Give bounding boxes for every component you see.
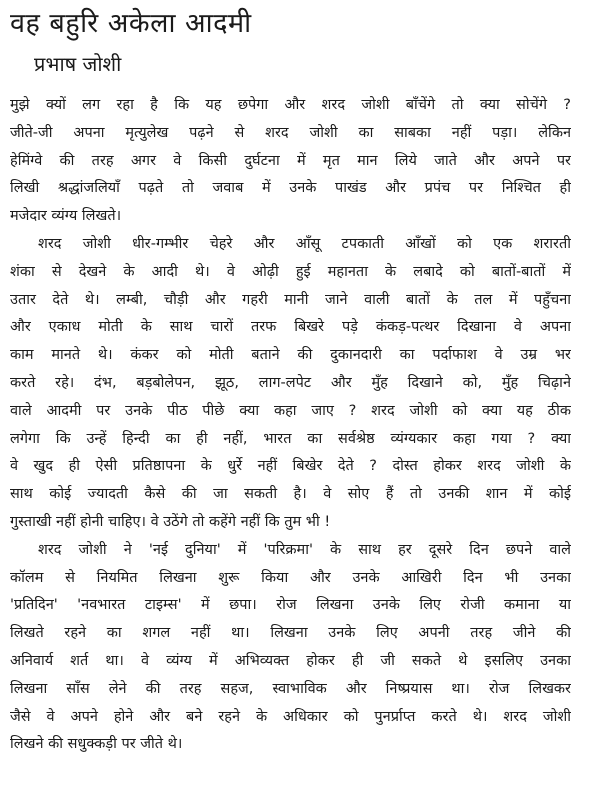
text-line: अनिवार्य शर्त था। वे व्यंग्य में अभिव्यक्त होकर ही जी सकते थे इसलिए उनका: [10, 652, 571, 669]
article-title: वह बहुरि अकेला आदमी: [10, 8, 252, 39]
text-line: शंका से देखने के आदी थे। वे ओढ़ी हुई महानता के लबादे को बातों-बातों में: [10, 263, 571, 280]
text-line: 'प्रतिदिन' 'नवभारत टाइम्स' में छपा। रोज लिखना उनके लिए रोजी कमाना या: [10, 597, 571, 614]
text-line: जीते-जी अपना मृत्युलेख पढ़ने से शरद जोशी का साबका नहीं पड़ा। लेकिन: [10, 124, 571, 141]
text-line: वे खुद ही ऐसी प्रतिष्ठापना के धुर्रे नहीं बिखेर देते ? दोस्त होकर शरद जोशी के: [10, 458, 571, 475]
text-line: हेमिंग्वे की तरह अगर वे किसी दुर्घटना में मृत मान लिये जाते और अपने पर: [10, 152, 571, 169]
text-line: लिखने की सधुक्कड़ी पर जीते थे।: [10, 736, 183, 753]
article-body: [10, 92, 571, 759]
text-line: लिखी श्रद्धांजलियाँ पढ़ते तो जवाब में उनके पाखंड और प्रपंच पर निश्चित ही: [10, 180, 571, 197]
text-line: शरद जोशी ने 'नई दुनिया' में 'परिक्रमा' के साथ हर दूसरे दिन छपने वाले: [38, 541, 571, 558]
text-line: लिखते रहने का शगल नहीं था। लिखना उनके लिए अपनी तरह जीने की: [10, 625, 571, 642]
text-line: करते रहे। दंभ, बड़बोलेपन, झूठ, लाग-लपेट और मुँह दिखाने को, मुँह चिढ़ाने: [10, 374, 571, 391]
text-line: जैसे वे अपने होने और बने रहने के अधिकार को पुनर्प्राप्त करते थे। शरद जोशी: [10, 708, 571, 725]
text-line: मजेदार व्यंग्य लिखते।: [10, 208, 122, 225]
text-line: वाले आदमी पर उनके पीठ पीछे क्या कहा जाए ? शरद जोशी को क्या यह ठीक: [10, 402, 571, 419]
text-line: लगेगा कि उन्हें हिन्दी का ही नहीं, भारत का सर्वश्रेष्ठ व्यंग्यकार कहा गया ? क्या: [10, 430, 571, 447]
text-line: साथ कोई ज्यादती कैसे की जा सकती है। वे सोए हैं तो उनकी शान में कोई: [10, 486, 571, 503]
text-line: लिखना साँस लेने की तरह सहज, स्वाभाविक और निष्प्रयास था। रोज लिखकर: [10, 680, 571, 697]
text-line: गुस्ताखी नहीं होनी चाहिए। वे उठेंगे तो कहेंगे नहीं कि तुम भी !: [10, 513, 331, 530]
text-line: मुझे क्यों लग रहा है कि यह छपेगा और शरद जोशी बाँचेंगे तो क्या सोचेंगे ?: [10, 97, 571, 113]
text-line: शरद जोशी धीर-गम्भीर चेहरे और आँसू टपकाती आँखों को एक शरारती: [38, 235, 571, 252]
text-line: उतार देते थे। लम्बी, चौड़ी और गहरी मानी जाने वाली बातों के तल में पहुँचना: [10, 291, 571, 308]
text-line: कॉलम से नियमित लिखना शुरू किया और उनके आखिरी दिन भी उनका: [10, 569, 571, 586]
text-line: काम मानते थे। कंकर को मोती बताने की दुकानदारी का पर्दाफाश वे उम्र भर: [10, 347, 571, 364]
article-author: प्रभाष जोशी: [34, 52, 122, 76]
text-line: और एकाध मोती के साथ चारों तरफ बिखरे पड़े कंकड़-पत्थर दिखाना वे अपना: [10, 319, 571, 336]
